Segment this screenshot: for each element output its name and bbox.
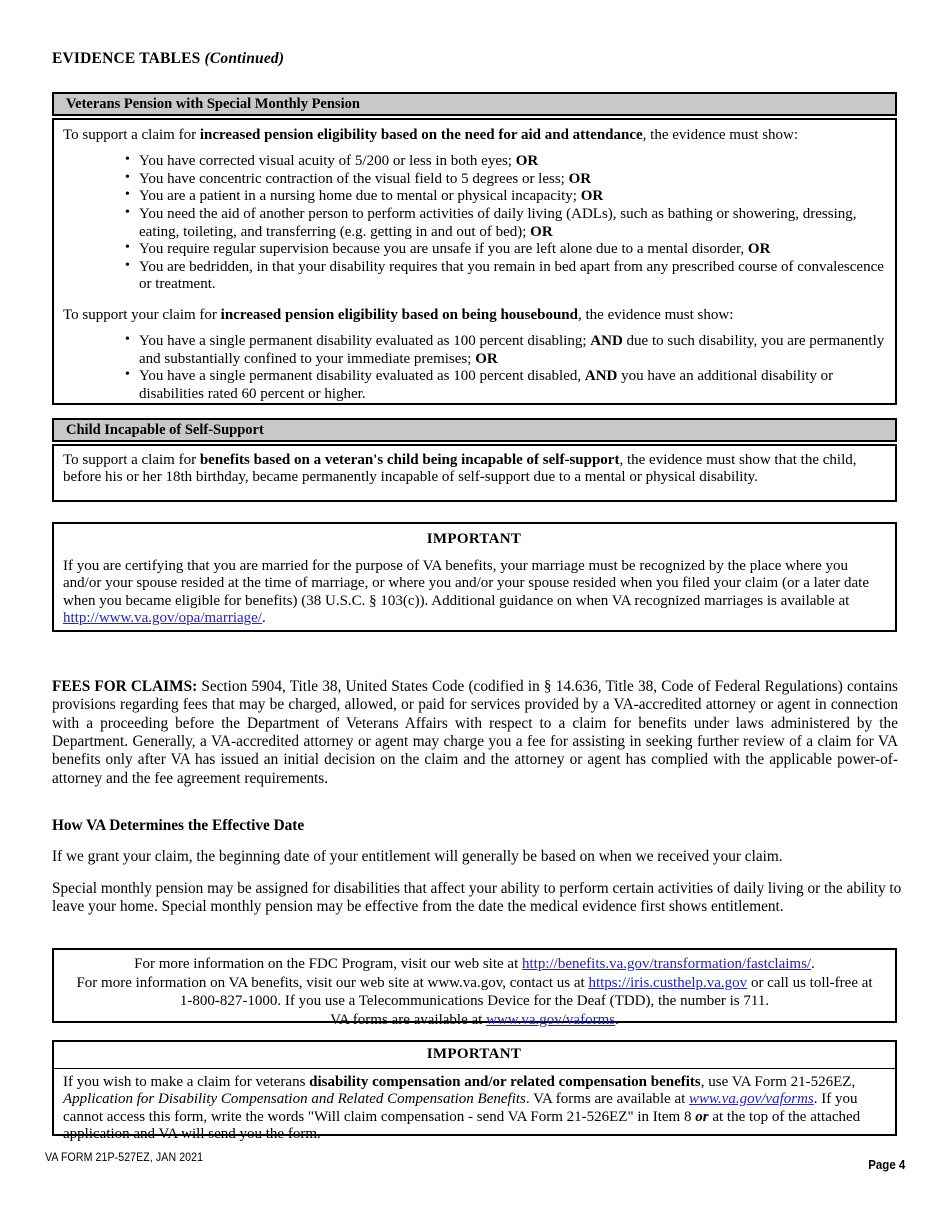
fees-body: Section 5904, Title 38, United States Code (codified in § 14.636, Title 38, Code of Federal Regulations) contains provisions regarding fees that may be charged, allowed, or paid for services provided by a VA-accredited attorney or agent in connection with a proceeding before the Department of Veterans Affairs with respect to a claim for benefits under laws administered by the Department. Generally, a VA-accredited attorney or agent may charge you a fee for assisting in seeking further review of a claim for VA benefits only after VA has issued an initial decision on the claim and the attorney or agent has complied with the applicable power-of-attorney and the fee agreement requirements. [52, 678, 898, 787]
section-header-label: Child Incapable of Self-Support [66, 421, 264, 438]
aa-intro-post: , the evidence must show: [642, 127, 799, 143]
section-header-label: Veterans Pension with Special Monthly Pension [66, 95, 360, 112]
bullet-tail-bold: OR [568, 170, 592, 187]
footer-form-id: VA FORM 21P-527EZ, JAN 2021 [45, 1152, 204, 1164]
bullet-tail-bold: OR [747, 241, 771, 258]
bullet-seg-2: due to such disability, you are permanently and substantially confined to your immediate premises; [139, 333, 885, 367]
contact-info-box [52, 948, 897, 1028]
important-title: IMPORTANT [426, 531, 522, 547]
housebound-bullet-list [63, 333, 885, 403]
comp-seg-2: , use VA Form 21-526EZ, [700, 1074, 856, 1090]
vaforms-link[interactable]: www.va.gov/vaforms [486, 1011, 616, 1028]
child-self-support-content-box [52, 444, 897, 502]
bullet-seg-1: You have a single permanent disability evaluated as 100 percent disabling; [139, 333, 591, 350]
effective-date-paragraph-2: Special monthly pension may be assigned for disabilities that affect your ability to perform certain activities of daily living or the ability to leave your home. Special monthly pension may be effective from the date the medical evidence first shows entitlement. [52, 880, 902, 916]
effective-date-paragraph-1: If we grant your claim, the beginning date of your entitlement will generally be based on when we received your claim. [52, 848, 783, 865]
effective-date-heading: How VA Determines the Effective Date [52, 817, 305, 834]
list-item [125, 259, 885, 294]
contact-line-2 [60, 974, 889, 993]
list-item [125, 188, 885, 206]
aa-intro-bold: increased pension eligibility based on the need for aid and attendance [199, 127, 643, 143]
bullet-tail-bold: OR [530, 223, 553, 240]
footer-page-number: Page 4 [867, 1158, 905, 1172]
veterans-pension-body [54, 120, 895, 409]
important-compensation-box [52, 1040, 897, 1143]
important-title: IMPORTANT [426, 1046, 522, 1062]
bullet-text: You need the aid of another person to perform activities of daily living (ADLs), such as bathing or showering, dressing, eating, toileting, and transferring (e.g. getting in and out of bed); [139, 206, 857, 240]
list-item [125, 171, 885, 189]
aa-intro-pre: To support a claim for [63, 127, 200, 143]
vaforms-link-compensation[interactable]: www.va.gov/vaforms [689, 1091, 814, 1108]
bullet-tail-bold: OR [580, 188, 604, 205]
fees-for-claims-paragraph [52, 678, 898, 788]
hb-intro-bold: increased pension eligibility based on being housebound [220, 306, 578, 323]
child-self-support-body [54, 446, 895, 493]
aid-attendance-intro [63, 127, 885, 144]
marriage-link[interactable]: http://www.va.gov/opa/marriage/ [63, 610, 262, 627]
comp-seg-4: . If you cannot access this form, write the words "Will claim compensation - send VA Form 21-526EZ" in Item 8 [63, 1091, 858, 1125]
list-item [125, 153, 885, 171]
contact-line-1-post: . [811, 956, 815, 972]
child-body-pre: To support a claim for [63, 452, 200, 468]
important-marriage-body [54, 548, 895, 628]
fdc-program-link[interactable]: http://benefits.va.gov/transformation/fastclaims/ [522, 956, 812, 972]
bullet-tail-bold: OR [515, 153, 539, 170]
section-header-veterans-pension [52, 92, 897, 116]
housebound-intro [63, 307, 885, 324]
important-compensation-body [54, 1069, 895, 1144]
comp-bold-1: disability compensation and/or related compensation benefits [309, 1074, 701, 1090]
contact-line-4 [60, 1011, 889, 1030]
bullet-bold-1: AND [590, 333, 623, 350]
bullet-text: You are bedridden, in that your disability requires that you remain in bed apart from any prescribed course of convalescence or treatment. [139, 258, 884, 293]
child-body-post: , the evidence must show that the child, before his or her 18th birthday, became permanently incapable of self-support due to a mental or physical disability. [63, 452, 857, 486]
contact-line-1-pre: For more information on the FDC Program, visit our web site at [134, 956, 522, 972]
bullet-seg-1: You have a single permanent disability evaluated as 100 percent disabled, [139, 368, 585, 385]
hb-intro-pre: To support your claim for [63, 306, 221, 323]
iris-custhelp-link[interactable]: https://iris.custhelp.va.gov [588, 974, 748, 991]
bullet-text: You are a patient in a nursing home due to mental or physical incapacity; [139, 188, 581, 205]
veterans-pension-content-box [52, 118, 897, 405]
aid-attendance-bullet-list [63, 153, 885, 293]
child-body-bold: benefits based on a veteran's child being incapable of self-support [199, 452, 620, 468]
comp-seg-5: at the top of the attached application and VA will send you the form. [63, 1108, 861, 1143]
fees-label: FEES FOR CLAIMS: [52, 678, 198, 695]
contact-line-3: 1-800-827-1000. If you use a Telecommunications Device for the Deaf (TDD), the number is 711. [179, 993, 770, 1010]
list-item [125, 241, 885, 259]
page-title [52, 50, 284, 68]
comp-seg-1: If you wish to make a claim for veterans [63, 1074, 310, 1090]
comp-italic-form-title: Application for Disability Compensation and Related Compensation Benefits [63, 1091, 526, 1108]
comp-seg-3: . VA forms are available at [525, 1091, 690, 1108]
bullet-text: You require regular supervision because you are unsafe if you are left alone due to a mental disorder, [139, 241, 748, 258]
hb-intro-post: , the evidence must show: [578, 306, 734, 323]
marriage-body-tail: . [261, 610, 266, 627]
marriage-body-text: If you are certifying that you are married for the purpose of VA benefits, your marriage must be recognized by the place where you and/or your spouse resided at the time of marriage, or where you and/or your spouse resided when you filed your claim (or a later date when you became eligible for benefits) (38 U.S.C. § 103(c)). Additional guidance on when VA recognized marriages is available at [63, 558, 869, 609]
bullet-text: You have corrected visual acuity of 5/200 or less in both eyes; [139, 153, 516, 170]
contact-line-1 [60, 955, 889, 974]
list-item [125, 368, 885, 403]
important-marriage-box [52, 522, 897, 632]
page-title-continued: (Continued) [204, 50, 285, 67]
comp-bold-italic-or: or [695, 1108, 709, 1125]
bullet-text: You have concentric contraction of the visual field to 5 degrees or less; [139, 170, 569, 187]
contact-line-4-pre: VA forms are available at [330, 1011, 487, 1028]
contact-info-body [54, 950, 895, 1029]
bullet-bold-2: OR [475, 350, 498, 367]
bullet-seg-2: you have an additional disability or disabilities rated 60 percent or higher. [139, 368, 834, 402]
bullet-bold-1: AND [584, 368, 618, 385]
list-item [125, 206, 885, 241]
contact-line-2-pre: For more information on VA benefits, visit our web site at www.va.gov, contact us at [76, 974, 589, 991]
contact-line-2-post: or call us toll-free at [747, 974, 873, 991]
list-item [125, 333, 885, 368]
page-title-main: EVIDENCE TABLES [52, 50, 205, 67]
section-header-child-self-support [52, 418, 897, 442]
contact-line-4-post: . [615, 1011, 619, 1028]
